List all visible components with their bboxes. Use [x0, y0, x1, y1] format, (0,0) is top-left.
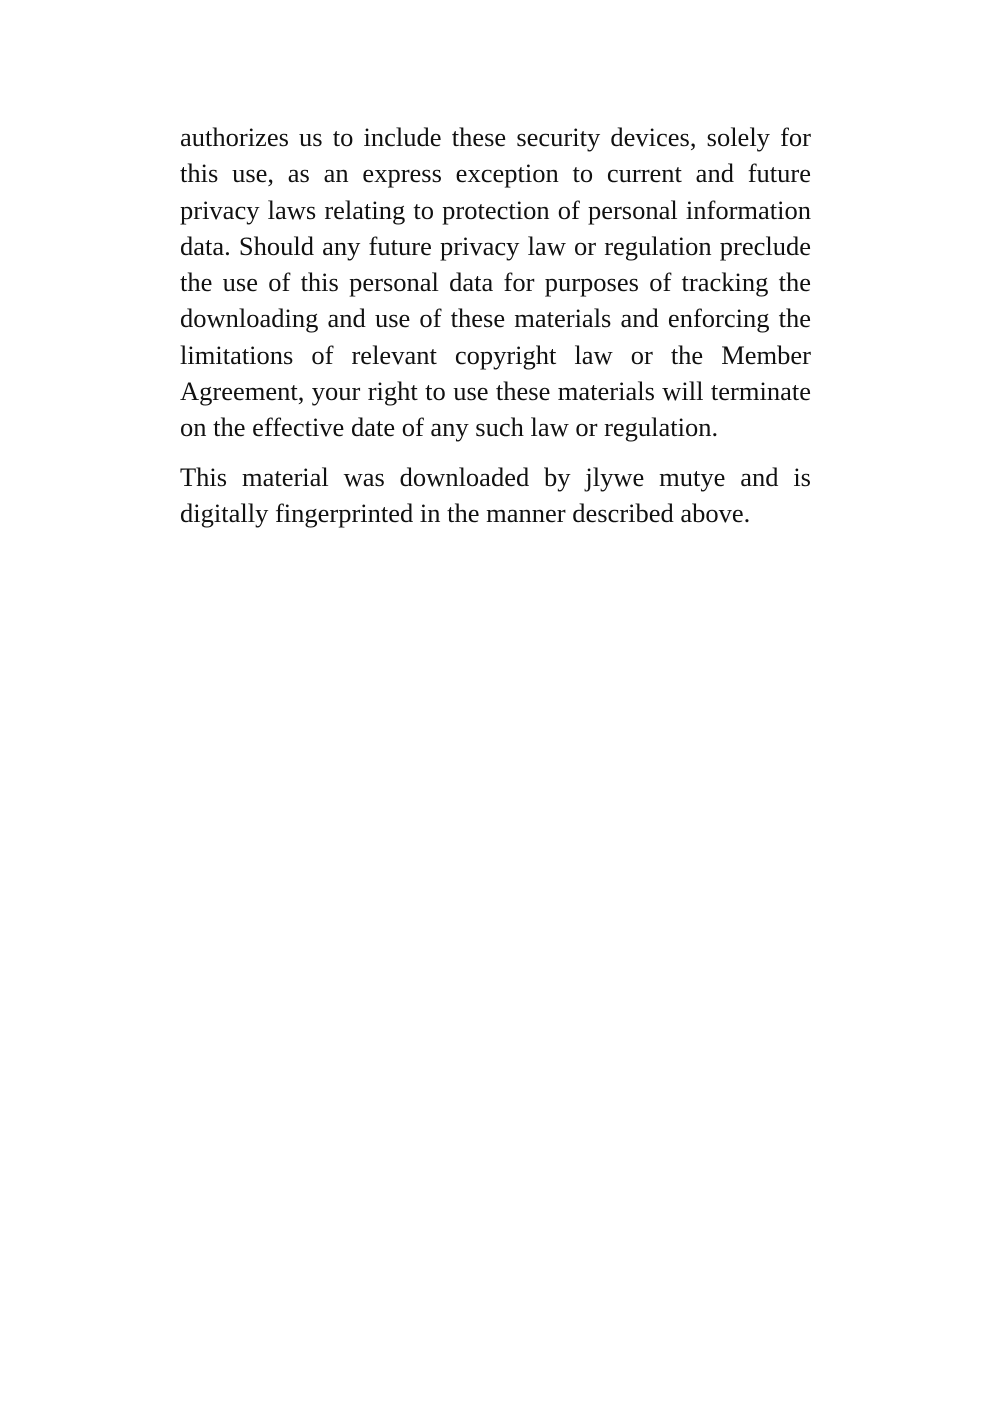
download-fingerprint-paragraph: This material was downloaded by jlywe mutye and is digitally fingerprinted in the manner described above.	[180, 462, 811, 529]
document-body	[180, 119, 811, 532]
privacy-notice-paragraph: authorizes us to include these security devices, solely for this use, as an express exception to current and future privacy laws relating to protection of personal information data. Should any future privacy law or regulation preclude the use of this personal data for purposes of tracking the downloading and use of these materials and enforcing the limitations of relevant copyright law or the Member Agreement, your right to use these materials will terminate on the effective date of any such law or regulation.	[180, 122, 811, 443]
